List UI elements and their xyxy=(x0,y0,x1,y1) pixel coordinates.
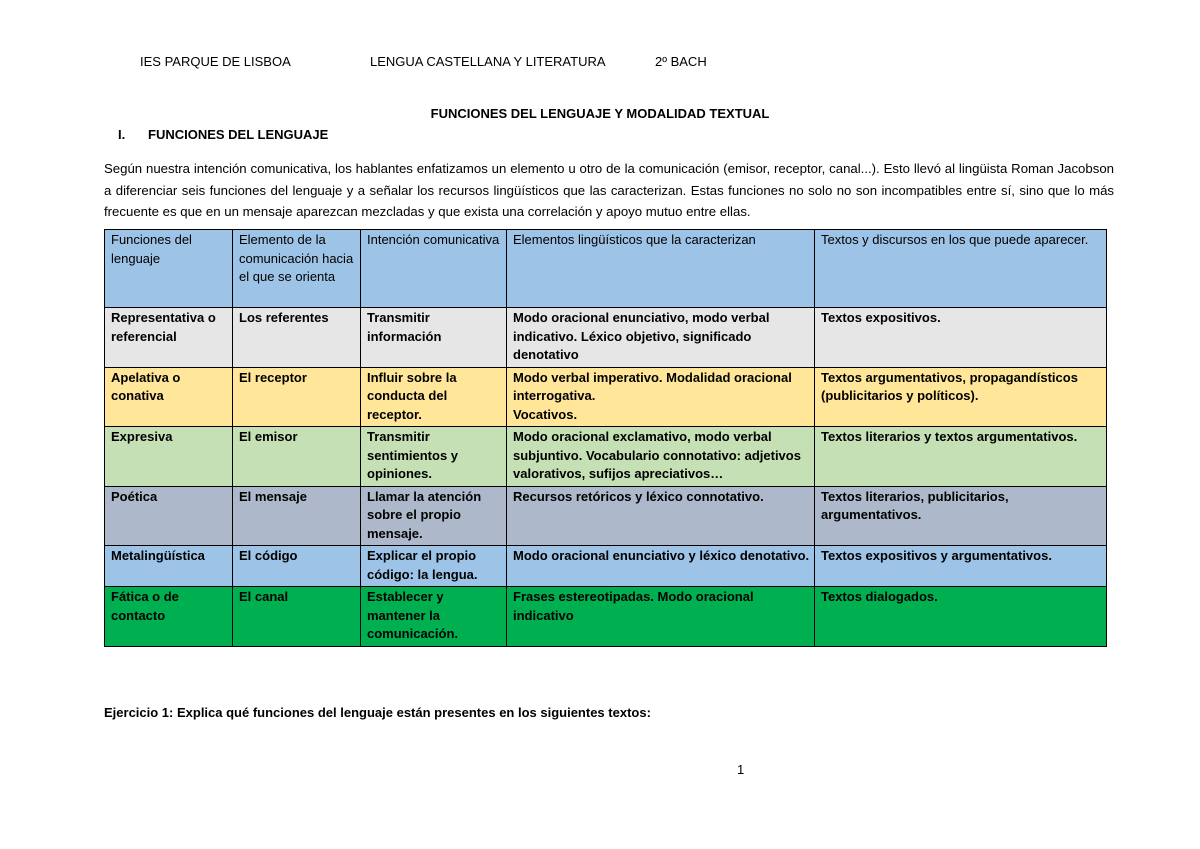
table-cell: Los referentes xyxy=(233,308,361,368)
table-cell: Metalingüística xyxy=(105,546,233,587)
table-cell: Influir sobre la conducta del receptor. xyxy=(361,367,507,427)
table-cell: Transmitir información xyxy=(361,308,507,368)
table-cell: Transmitir sentimientos y opiniones. xyxy=(361,427,507,487)
table-cell: El canal xyxy=(233,587,361,647)
table-row xyxy=(105,546,1107,587)
exercise-prompt: Ejercicio 1: Explica qué funciones del lenguaje están presentes en los siguientes textos: xyxy=(104,705,651,720)
table-cell: Explicar el propio código: la lengua. xyxy=(361,546,507,587)
table-cell: Recursos retóricos y léxico connotativo. xyxy=(507,486,815,546)
table-header-row xyxy=(105,230,1107,308)
table-cell: Apelativa o conativa xyxy=(105,367,233,427)
table-cell: Modo oracional exclamativo, modo verbal subjuntivo. Vocabulario connotativo: adjetivos valorativos, sufijos apreciativos… xyxy=(507,427,815,487)
intro-paragraph: Según nuestra intención comunicativa, los hablantes enfatizamos un elemento u otro de la comunicación (emisor, receptor, canal...). Esto llevó al lingüista Roman Jacobson a diferenciar seis funciones del lenguaje y a señalar los recursos lingüísticos que las caracterizan. Estas funciones no solo no son incompatibles entre sí, sino que lo más frecuente es que en un mensaje aparezcan mezcladas y que exista una correlación y apoyo mutuo entre ellas. xyxy=(104,161,1114,219)
document-title: FUNCIONES DEL LENGUAJE Y MODALIDAD TEXTUAL xyxy=(430,106,770,121)
table-cell: Textos literarios, publicitarios, argumentativos. xyxy=(815,486,1107,546)
table-cell: Textos literarios y textos argumentativos. xyxy=(815,427,1107,487)
header-course: 2º BACH xyxy=(655,54,707,69)
header-cell: Elemento de la comunicación hacia el que se orienta xyxy=(233,230,361,308)
section-heading xyxy=(118,127,328,142)
table-cell: El receptor xyxy=(233,367,361,427)
section-title: FUNCIONES DEL LENGUAJE xyxy=(148,127,329,142)
page-number: 1 xyxy=(737,762,745,777)
header-cell: Textos y discursos en los que puede aparecer. xyxy=(815,230,1107,308)
table-row xyxy=(105,427,1107,487)
table-cell: Fática o de contacto xyxy=(105,587,233,647)
table-row xyxy=(105,367,1107,427)
table-cell: Modo oracional enunciativo y léxico denotativo. xyxy=(507,546,815,587)
table-cell: Textos expositivos. xyxy=(815,308,1107,368)
functions-table xyxy=(104,229,1107,647)
table-cell: El mensaje xyxy=(233,486,361,546)
section-number: I. xyxy=(118,127,126,142)
header-cell: Intención comunicativa xyxy=(361,230,507,308)
table-row xyxy=(105,308,1107,368)
table-cell: Textos expositivos y argumentativos. xyxy=(815,546,1107,587)
table-cell: Modo oracional enunciativo, modo verbal indicativo. Léxico objetivo, significado denotativo xyxy=(507,308,815,368)
table-cell: Llamar la atención sobre el propio mensaje. xyxy=(361,486,507,546)
header-subject: LENGUA CASTELLANA Y LITERATURA xyxy=(370,54,606,69)
table-row xyxy=(105,587,1107,647)
table-cell: El emisor xyxy=(233,427,361,487)
table-cell: Poética xyxy=(105,486,233,546)
header-cell: Elementos lingüísticos que la caracterizan xyxy=(507,230,815,308)
table-cell: Representativa o referencial xyxy=(105,308,233,368)
header-cell: Funciones del lenguaje xyxy=(105,230,233,308)
table-cell: Establecer y mantener la comunicación. xyxy=(361,587,507,647)
table-cell: Expresiva xyxy=(105,427,233,487)
table-cell: Frases estereotipadas. Modo oracional indicativo xyxy=(507,587,815,647)
table-cell: Modo verbal imperativo. Modalidad oracional interrogativa. Vocativos. xyxy=(507,367,815,427)
header-school: IES PARQUE DE LISBOA xyxy=(140,54,291,69)
table-cell: Textos dialogados. xyxy=(815,587,1107,647)
table-row xyxy=(105,486,1107,546)
table-cell: Textos argumentativos, propagandísticos (publicitarios y políticos). xyxy=(815,367,1107,427)
table-cell: El código xyxy=(233,546,361,587)
